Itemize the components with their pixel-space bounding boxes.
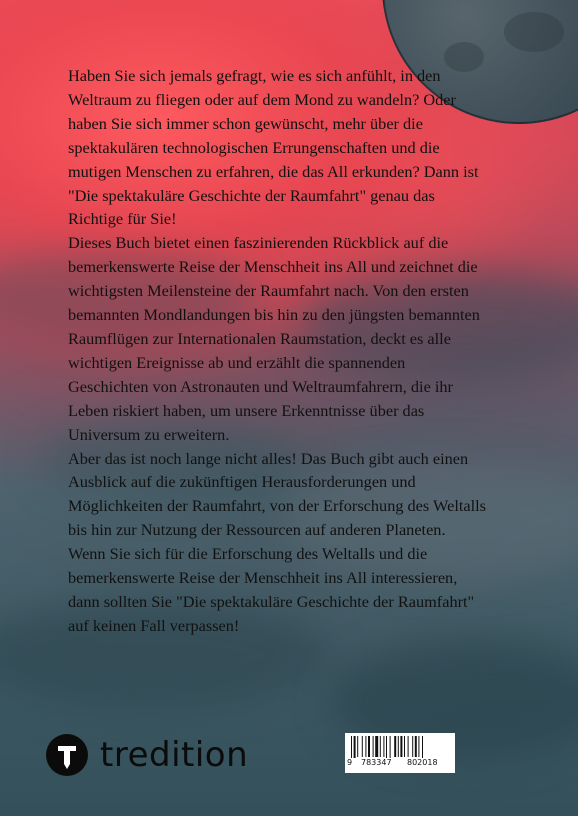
tredition-logo-icon xyxy=(46,734,88,776)
barcode-digit-first: 9 xyxy=(347,758,353,767)
publisher-name: tredition xyxy=(100,735,249,775)
planet-crater xyxy=(504,12,564,52)
blurb-paragraph: Aber das ist noch lange nicht alles! Das Buch gibt auch einen Ausblick auf die zukünftigen Herausforderungen und Möglichkeiten der Raumfahrt, von der Erforschung des Weltalls bis hin zur Nutzung der Ressourcen auf anderen Planeten. Wenn Sie sich für die Erforschung des Weltalls und die bemerkenswerte Reise der Menschheit ins All interessieren, dann sollten Sie "Die spektakuläre Geschichte der Raumfahrt" auf keinen Fall verpassen! xyxy=(68,448,486,635)
barcode-bars xyxy=(351,736,449,758)
blurb-paragraph: Dieses Buch bietet einen faszinierenden Rückblick auf die bemerkenswerte Reise der Menschheit ins All und zeichnet die wichtigsten Meilensteine der Raumfahrt nach. Von den ersten bemannten Mondlandungen bis hin zu den jüngsten bemannten Raumflügen zur Internationalen Raumstation, deckt es alle wichtigen Ereignisse ab und erzählt die spannenden Geschichten von Astronauten und Weltraumfahrern, die ihr Leben riskiert haben, um unsere Erkenntnisse über das Universum zu erweitern. xyxy=(68,233,480,444)
barcode-group-right: 802018 xyxy=(407,758,438,767)
barcode-group-left: 783347 xyxy=(361,758,392,767)
blurb-paragraph: Haben Sie sich jemals gefragt, wie es sich anfühlt, in den Weltraum zu fliegen oder auf dem Mond zu wandeln? Oder haben Sie sich immer schon gewünscht, mehr über die spektakulären technologischen Errungenschaften und die mutigen Menschen zu erfahren, die das All erkunden? Dann ist "Die spektakuläre Geschichte der Raumfahrt" genau das Richtige für Sie! xyxy=(68,66,479,229)
blurb-text xyxy=(68,64,486,638)
isbn-barcode xyxy=(345,733,455,773)
publisher-logo xyxy=(46,734,248,776)
